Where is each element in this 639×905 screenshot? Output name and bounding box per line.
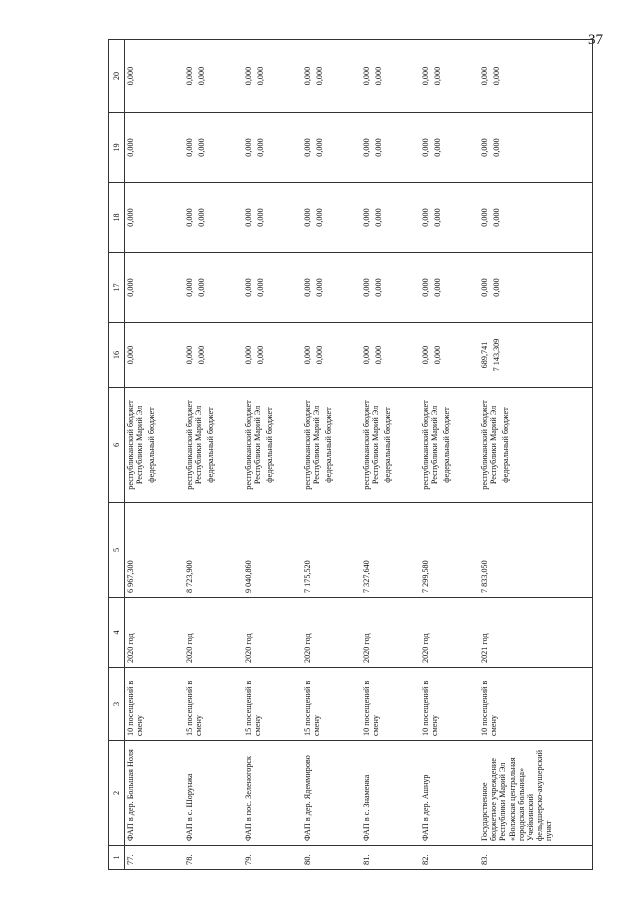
funding-sources xyxy=(302,388,361,503)
value-cell-18 xyxy=(479,183,593,253)
row-number: 77. xyxy=(125,846,185,870)
capacity: 15 посещений в смену xyxy=(302,668,361,741)
completion-year: 2021 год xyxy=(479,598,593,668)
value-line: 0,000 xyxy=(126,138,135,157)
value-cell-20 xyxy=(361,40,420,113)
header-cell: 20 xyxy=(109,40,125,113)
value-line: 0,000 xyxy=(433,278,443,297)
estimated-cost: 9 040,860 xyxy=(243,503,302,598)
page-number: 37 xyxy=(588,32,603,48)
value-line: 0,000 xyxy=(362,138,371,157)
value-line: 0,000 xyxy=(492,66,502,86)
value-line: 0,000 xyxy=(244,66,253,86)
value-line: 0,000 xyxy=(197,66,207,86)
completion-year: 2020 год xyxy=(125,598,185,668)
completion-year: 2020 год xyxy=(184,598,243,668)
value-cell-18 xyxy=(420,183,479,253)
value-line: 0,000 xyxy=(315,138,325,157)
value-line: 0,000 xyxy=(303,278,312,297)
value-cell-18 xyxy=(243,183,302,253)
value-cell-17 xyxy=(302,253,361,323)
completion-year: 2020 год xyxy=(420,598,479,668)
value-line: 0,000 xyxy=(244,208,253,227)
value-line: 0,000 xyxy=(492,278,502,297)
funding-sources xyxy=(479,388,593,503)
value-line: 7 143,309 xyxy=(492,338,502,372)
value-line: 0,000 xyxy=(315,208,325,227)
value-line: 0,000 xyxy=(433,138,443,157)
estimated-cost: 7 833,050 xyxy=(479,503,593,598)
value-line: 0,000 xyxy=(244,138,253,157)
row-number: 79. xyxy=(243,846,302,870)
value-line: 0,000 xyxy=(421,66,430,86)
estimated-cost: 7 175,520 xyxy=(302,503,361,598)
value-line: 0,000 xyxy=(197,138,207,157)
table-row xyxy=(243,40,302,870)
value-line: 0,000 xyxy=(492,138,502,157)
table-row xyxy=(479,40,593,870)
value-cell-17 xyxy=(243,253,302,323)
capacity: 15 посещений в смену xyxy=(184,668,243,741)
value-line: 0,000 xyxy=(185,138,194,157)
capacity: 10 посещений в смену xyxy=(125,668,185,741)
row-number: 78. xyxy=(184,846,243,870)
value-cell-20 xyxy=(302,40,361,113)
value-line: 0,000 xyxy=(256,138,266,157)
value-cell-19 xyxy=(125,113,185,183)
value-line: 0,000 xyxy=(362,208,371,227)
value-line: 0,000 xyxy=(433,66,443,86)
value-line: 0,000 xyxy=(433,345,443,365)
facility-name: ФАП в дер. Ядеммирово xyxy=(302,741,361,846)
value-line: 0,000 xyxy=(421,138,430,157)
value-line: 0,000 xyxy=(480,66,489,86)
value-line: 0,000 xyxy=(185,66,194,86)
value-cell-18 xyxy=(302,183,361,253)
value-cell-19 xyxy=(361,113,420,183)
value-line: 0,000 xyxy=(126,66,135,86)
value-cell-20 xyxy=(125,40,185,113)
value-line: 0,000 xyxy=(244,345,253,365)
completion-year: 2020 год xyxy=(302,598,361,668)
funding-source: федеральный бюджет xyxy=(383,407,393,483)
value-line: 0,000 xyxy=(185,208,194,227)
value-cell-19 xyxy=(302,113,361,183)
value-line: 0,000 xyxy=(362,278,371,297)
value-line: 0,000 xyxy=(197,345,207,365)
facility-name: ФАП в с. Шорунжа xyxy=(184,741,243,846)
funding-source: федеральный бюджет xyxy=(501,407,511,483)
facility-name: ФАП в пос. Зеленогорск xyxy=(243,741,302,846)
value-line: 0,000 xyxy=(480,138,489,157)
funding-source: республиканский бюджет Республики Марий Эл xyxy=(185,400,204,490)
table-row xyxy=(420,40,479,870)
value-line: 689,741 xyxy=(480,341,489,369)
value-line: 0,000 xyxy=(185,345,194,365)
facility-name: ФАП в с. Знаменка xyxy=(361,741,420,846)
value-cell-20 xyxy=(243,40,302,113)
funding-source: республиканский бюджет Республики Марий Эл xyxy=(126,400,145,490)
value-line: 0,000 xyxy=(315,278,325,297)
value-line: 0,000 xyxy=(480,208,489,227)
value-line: 0,000 xyxy=(126,345,135,365)
value-line: 0,000 xyxy=(303,345,312,365)
header-cell: 18 xyxy=(109,183,125,253)
value-line: 0,000 xyxy=(362,66,371,86)
value-line: 0,000 xyxy=(197,278,207,297)
funding-source: республиканский бюджет Республики Марий Эл xyxy=(362,400,381,490)
value-line: 0,000 xyxy=(492,208,502,227)
value-line: 0,000 xyxy=(256,278,266,297)
facility-name: ФАП в дер. Ашнур xyxy=(420,741,479,846)
value-line: 0,000 xyxy=(374,208,384,227)
row-number: 81. xyxy=(361,846,420,870)
value-cell-16 xyxy=(420,323,479,388)
funding-sources xyxy=(243,388,302,503)
table-row xyxy=(184,40,243,870)
value-line: 0,000 xyxy=(374,278,384,297)
capacity: 10 посещений в смену xyxy=(361,668,420,741)
estimated-cost: 6 967,300 xyxy=(125,503,185,598)
estimated-cost: 7 327,640 xyxy=(361,503,420,598)
value-cell-16 xyxy=(479,323,593,388)
value-line: 0,000 xyxy=(256,208,266,227)
funding-source: республиканский бюджет Республики Марий Эл xyxy=(244,400,263,490)
value-cell-16 xyxy=(184,323,243,388)
header-cell: 4 xyxy=(109,598,125,668)
header-cell: 1 xyxy=(109,846,125,870)
value-line: 0,000 xyxy=(126,208,135,227)
value-cell-16 xyxy=(243,323,302,388)
completion-year: 2020 год xyxy=(243,598,302,668)
value-line: 0,000 xyxy=(374,66,384,86)
funding-source: федеральный бюджет xyxy=(147,407,157,483)
row-number: 83. xyxy=(479,846,593,870)
value-cell-18 xyxy=(361,183,420,253)
facility-name: ФАП в дер. Большая Ноля xyxy=(125,741,185,846)
value-cell-16 xyxy=(125,323,185,388)
funding-sources xyxy=(184,388,243,503)
value-line: 0,000 xyxy=(374,345,384,365)
estimated-cost: 7 299,580 xyxy=(420,503,479,598)
value-line: 0,000 xyxy=(185,278,194,297)
value-cell-16 xyxy=(361,323,420,388)
funding-source: республиканский бюджет Республики Марий Эл xyxy=(480,400,499,490)
value-line: 0,000 xyxy=(256,66,266,86)
value-cell-19 xyxy=(479,113,593,183)
header-cell: 19 xyxy=(109,113,125,183)
header-cell: 3 xyxy=(109,668,125,741)
table-row xyxy=(361,40,420,870)
value-line: 0,000 xyxy=(244,278,253,297)
capacity: 10 посещений в смену xyxy=(420,668,479,741)
value-cell-17 xyxy=(420,253,479,323)
value-line: 0,000 xyxy=(197,208,207,227)
header-cell: 5 xyxy=(109,503,125,598)
header-row xyxy=(109,40,125,870)
funding-source: федеральный бюджет xyxy=(206,407,216,483)
value-cell-19 xyxy=(420,113,479,183)
capacity: 15 посещений в смену xyxy=(243,668,302,741)
value-cell-20 xyxy=(420,40,479,113)
value-line: 0,000 xyxy=(421,345,430,365)
header-cell: 17 xyxy=(109,253,125,323)
value-line: 0,000 xyxy=(303,66,312,86)
value-line: 0,000 xyxy=(303,208,312,227)
value-line: 0,000 xyxy=(421,208,430,227)
value-cell-17 xyxy=(184,253,243,323)
budget-table xyxy=(108,39,593,870)
value-line: 0,000 xyxy=(303,138,312,157)
funding-source: федеральный бюджет xyxy=(324,407,334,483)
funding-source: республиканский бюджет Республики Марий Эл xyxy=(421,400,440,490)
facility-name: Государственное бюджетное учреждение Республики Марий Эл «Волжская центральная городская больница» Учейкинский фельдшерско-акушерский пункт xyxy=(479,741,593,846)
value-cell-19 xyxy=(243,113,302,183)
capacity: 10 посещений в смену xyxy=(479,668,593,741)
value-cell-19 xyxy=(184,113,243,183)
value-cell-20 xyxy=(479,40,593,113)
row-number: 82. xyxy=(420,846,479,870)
header-cell: 16 xyxy=(109,323,125,388)
rotated-table-area xyxy=(108,40,638,870)
value-cell-18 xyxy=(184,183,243,253)
value-cell-18 xyxy=(125,183,185,253)
value-line: 0,000 xyxy=(421,278,430,297)
funding-source: республиканский бюджет Республики Марий Эл xyxy=(303,400,322,490)
value-line: 0,000 xyxy=(256,345,266,365)
header-cell: 2 xyxy=(109,741,125,846)
value-cell-16 xyxy=(302,323,361,388)
value-cell-17 xyxy=(361,253,420,323)
value-line: 0,000 xyxy=(362,345,371,365)
row-number: 80. xyxy=(302,846,361,870)
value-cell-20 xyxy=(184,40,243,113)
value-line: 0,000 xyxy=(315,345,325,365)
header-cell: 6 xyxy=(109,388,125,503)
completion-year: 2020 год xyxy=(361,598,420,668)
funding-sources xyxy=(125,388,185,503)
funding-source: федеральный бюджет xyxy=(442,407,452,483)
funding-sources xyxy=(361,388,420,503)
table-row xyxy=(125,40,185,870)
value-cell-17 xyxy=(125,253,185,323)
value-cell-17 xyxy=(479,253,593,323)
value-line: 0,000 xyxy=(480,278,489,297)
funding-source: федеральный бюджет xyxy=(265,407,275,483)
estimated-cost: 8 723,900 xyxy=(184,503,243,598)
value-line: 0,000 xyxy=(315,66,325,86)
value-line: 0,000 xyxy=(433,208,443,227)
value-line: 0,000 xyxy=(374,138,384,157)
funding-sources xyxy=(420,388,479,503)
value-line: 0,000 xyxy=(126,278,135,297)
table-row xyxy=(302,40,361,870)
